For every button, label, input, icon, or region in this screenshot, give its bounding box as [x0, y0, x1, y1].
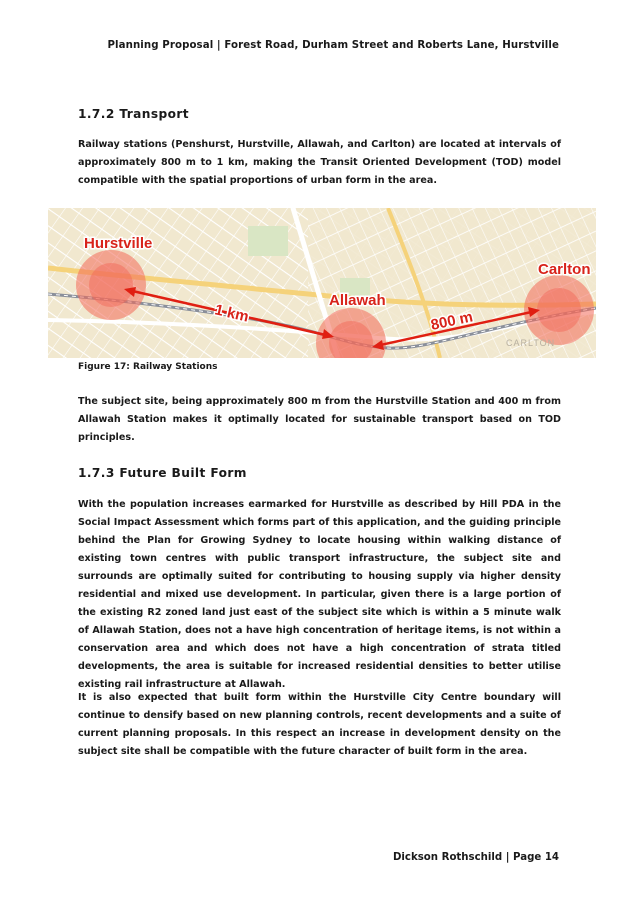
railway-stations-map [48, 208, 596, 358]
park-area [248, 226, 288, 256]
distance-label-1km: 1 km [213, 301, 251, 326]
carlton-suburb-label: CARLTON [506, 338, 556, 348]
page-footer: Dickson Rothschild | Page 14 [392, 852, 559, 863]
future-paragraph-1: With the population increases earmarked for Hurstville as described by Hill PDA in the Social Impact Assessment which forms part of this application, and the guiding principle behind the Plan for Growing Sydney to locate housing within walking distance of existing town centres with public transport infrastructure, the subject site and surrounds are optimally suited for contributing to housing supply via higher density residential and mixed use development. In particular, given there is a large portion of the existing R2 zoned land just east of the subject site which is within a 5 minute walk of Allawah Station, does not a have high concentration of heritage items, is not within a conservation area and which does not have a high concentration of strata titled developments, the area is suitable for increased residential densities to better utilise existing rail infrastructure at Allawah. [78, 499, 561, 690]
carlton-label: Carlton [538, 261, 591, 278]
transport-paragraph: Railway stations (Penshurst, Hurstville, Allawah, and Carlton) are located at intervals of approximately 800 m to 1 km, making the Transit Oriented Development (TOD) model compatible with the spatial proportions of urban form in the area. [78, 139, 561, 186]
hurstville-label: Hurstville [84, 235, 153, 252]
allawah-label: Allawah [329, 292, 386, 309]
page-header: Planning Proposal | Forest Road, Durham Street and Roberts Lane, Hurstville [107, 40, 559, 51]
section-heading-future-built-form: 1.7.3 Future Built Form [78, 466, 247, 480]
section-heading-transport: 1.7.2 Transport [78, 107, 190, 121]
future-paragraph-2: It is also expected that built form within the Hurstville City Centre boundary will continue to densify based on new planning controls, recent developments and a suite of current planning proposals. In this respect an increase in development density on the subject site shall be compatible with the future character of built form in the area. [78, 692, 561, 757]
site-paragraph: The subject site, being approximately 800 m from the Hurstville Station and 400 m from Allawah Station makes it optimally located for sustainable transport based on TOD principles. [78, 396, 561, 443]
distance-label-800m: 800 m [429, 308, 475, 334]
figure-caption: Figure 17: Railway Stations [78, 362, 218, 372]
